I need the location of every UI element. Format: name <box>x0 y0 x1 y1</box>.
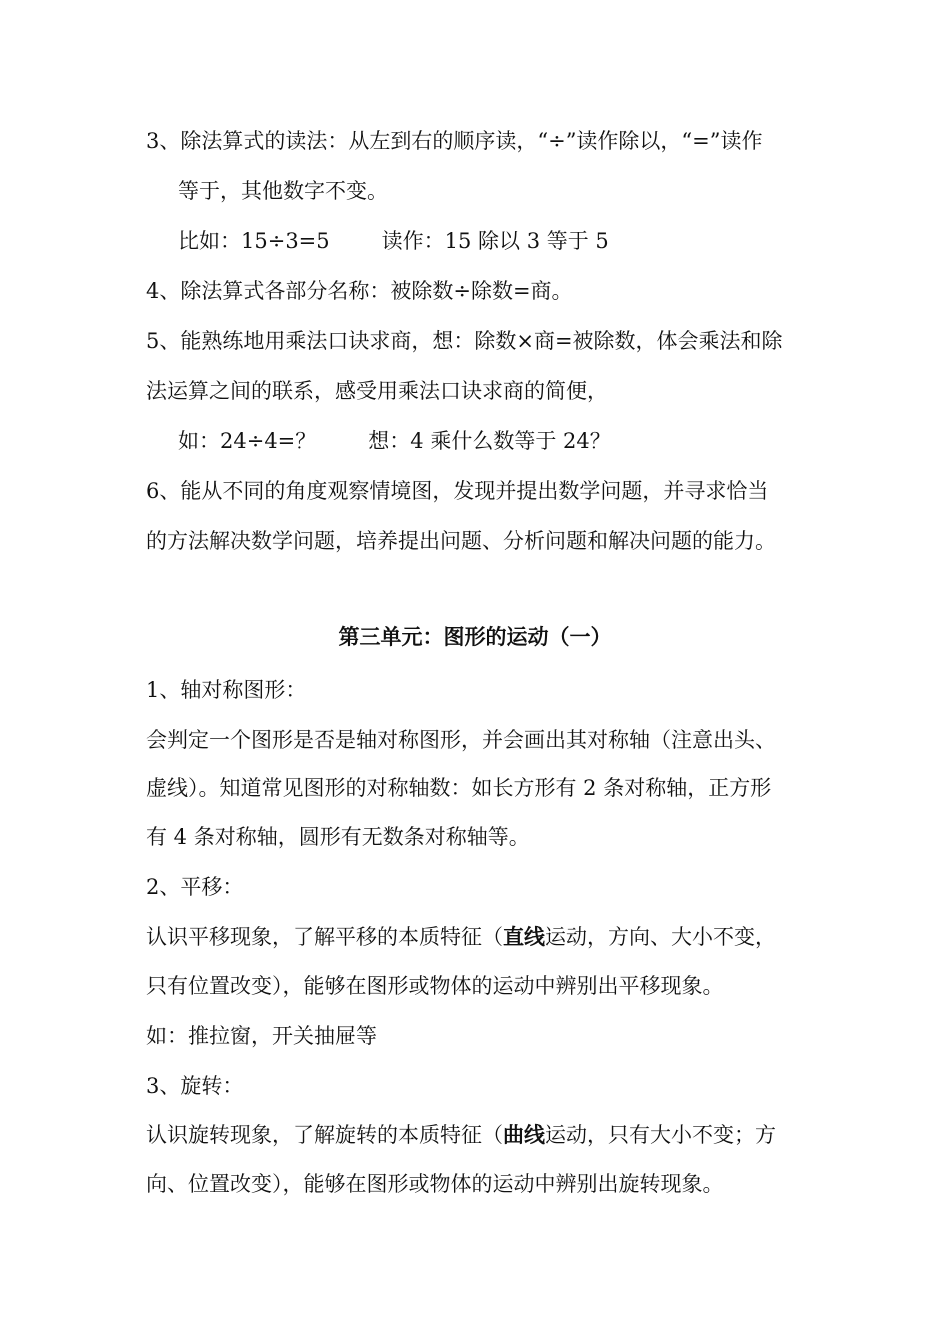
axis-symmetry-line2: 虚线）。知道常见图形的对称轴数：如长方形有 2 条对称轴，正方形 <box>146 776 772 800</box>
axis-symmetry-line3: 有 4 条对称轴，圆形有无数条对称轴等。 <box>146 825 530 849</box>
item3-example-reading: 读作：15 除以 3 等于 5 <box>381 229 609 253</box>
rotation-line1-a: 认识旋转现象，了解旋转的本质特征（ <box>146 1123 503 1147</box>
translation-line2: 只有位置改变），能够在图形或物体的运动中辨别出平移现象。 <box>146 974 724 998</box>
translation-keyword: 直线 <box>503 924 545 949</box>
unit3-title: 第三单元：图形的运动（一） <box>338 624 612 649</box>
axis-symmetry-heading: 1、轴对称图形： <box>146 678 307 702</box>
translation-example: 如：推拉窗，开关抽屉等 <box>146 1024 377 1048</box>
item4: 4、除法算式各部分名称：被除数÷除数=商。 <box>146 279 573 303</box>
axis-symmetry-line1: 会判定一个图形是否是轴对称图形，并会画出其对称轴（注意出头、 <box>146 728 776 752</box>
rotation-line1-b: 运动，只有大小不变；方 <box>545 1123 776 1147</box>
item6-line1: 6、能从不同的角度观察情境图，发现并提出数学问题，并寻求恰当 <box>146 479 769 503</box>
item3-example <box>178 226 609 256</box>
item5-example <box>178 426 611 456</box>
rotation-heading: 3、旋转： <box>146 1074 244 1098</box>
rotation-line2: 向、位置改变），能够在图形或物体的运动中辨别出旋转现象。 <box>146 1172 724 1196</box>
translation-line1-b: 运动，方向、大小不变， <box>545 925 776 949</box>
rotation-keyword: 曲线 <box>503 1122 545 1147</box>
translation-line1-a: 认识平移现象，了解平移的本质特征（ <box>146 925 503 949</box>
item5-example-thought: 想：4 乘什么数等于 24？ <box>368 429 611 453</box>
translation-line1 <box>146 922 776 952</box>
rotation-line1 <box>146 1120 776 1150</box>
item5-example-expression: 如：24÷4=？ <box>178 429 317 453</box>
item6-line2: 的方法解决数学问题，培养提出问题、分析问题和解决问题的能力。 <box>146 529 776 553</box>
item3-line1: 3、除法算式的读法：从左到右的顺序读，“÷”读作除以，“=”读作 <box>146 129 763 153</box>
item5-line1: 5、能熟练地用乘法口诀求商，想：除数×商=被除数，体会乘法和除 <box>146 329 783 353</box>
item5-line2: 法运算之间的联系，感受用乘法口诀求商的简便， <box>146 379 608 403</box>
item3-line2: 等于，其他数字不变。 <box>178 179 388 203</box>
item3-example-expression: 比如：15÷3=5 <box>178 229 330 253</box>
translation-heading: 2、平移： <box>146 875 244 899</box>
